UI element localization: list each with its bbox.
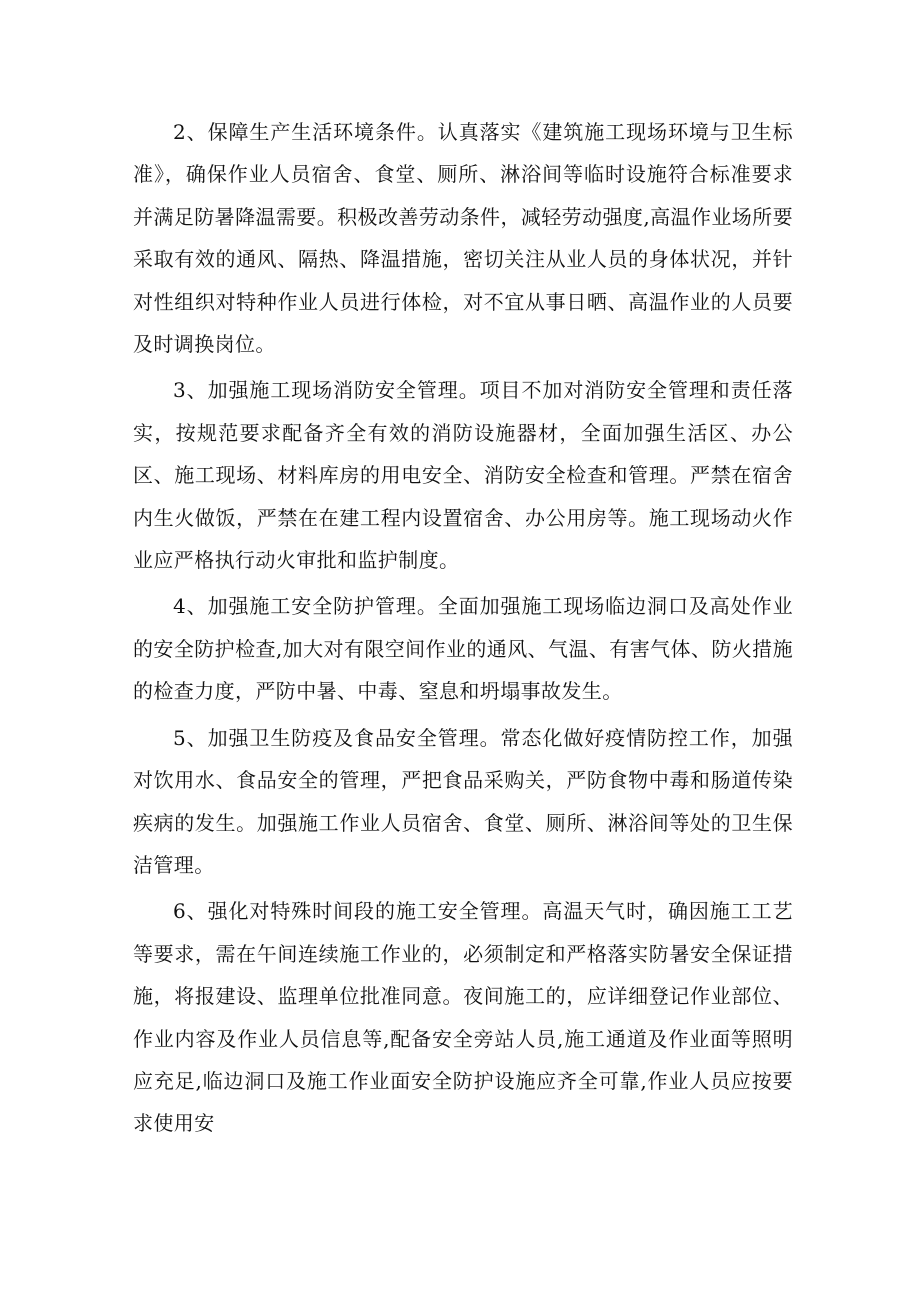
paragraph-4: 4、加强施工安全防护管理。全面加强施工现场临边洞口及高处作业的安全防护检查,加大对有限空间作业的通风、气温、有害气体、防火措施的检查力度，严防中暑、中毒、窒息和坍塌事故发生。 xyxy=(133,594,793,704)
paragraph-2: 2、保障生产生活环境条件。认真落实《建筑施工现场环境与卫生标准》，确保作业人员宿舍、食堂、厕所、淋浴间等临时设施符合标准要求并满足防暑降温需要。积极改善劳动条件，减轻劳动强度,高温作业场所要采取有效的通风、隔热、降温措施，密切关注从业人员的身体状况，并针对性组织对特种作业人员进行体检，对不宜从事日晒、高温作业的人员要及时调换岗位。 xyxy=(133,120,793,357)
document-body xyxy=(133,111,793,1149)
paragraph-5: 5、加强卫生防疫及食品安全管理。常态化做好疫情防控工作，加强对饮用水、食品安全的管理，严把食品采购关，严防食物中毒和肠道传染疾病的发生。加强施工作业人员宿舍、食堂、厕所、淋浴间等处的卫生保洁管理。 xyxy=(133,725,793,877)
paragraph-6: 6、强化对特殊时间段的施工安全管理。高温天气时，确因施工工艺等要求，需在午间连续施工作业的，必须制定和严格落实防暑安全保证措施，将报建设、监理单位批准同意。夜间施工的，应详细登记作业部位、作业内容及作业人员信息等,配备安全旁站人员,施工通道及作业面等照明应充足,临边洞口及施工作业面安全防护设施应齐全可靠,作业人员应按要求使用安 xyxy=(133,899,793,1136)
paragraph-3: 3、加强施工现场消防安全管理。项目不加对消防安全管理和责任落实，按规范要求配备齐全有效的消防设施器材，全面加强生活区、办公区、施工现场、材料库房的用电安全、消防安全检查和管理。严禁在宿舍内生火做饭，严禁在在建工程内设置宿舍、办公用房等。施工现场动火作业应严格执行动火审批和监护制度。 xyxy=(133,378,793,573)
